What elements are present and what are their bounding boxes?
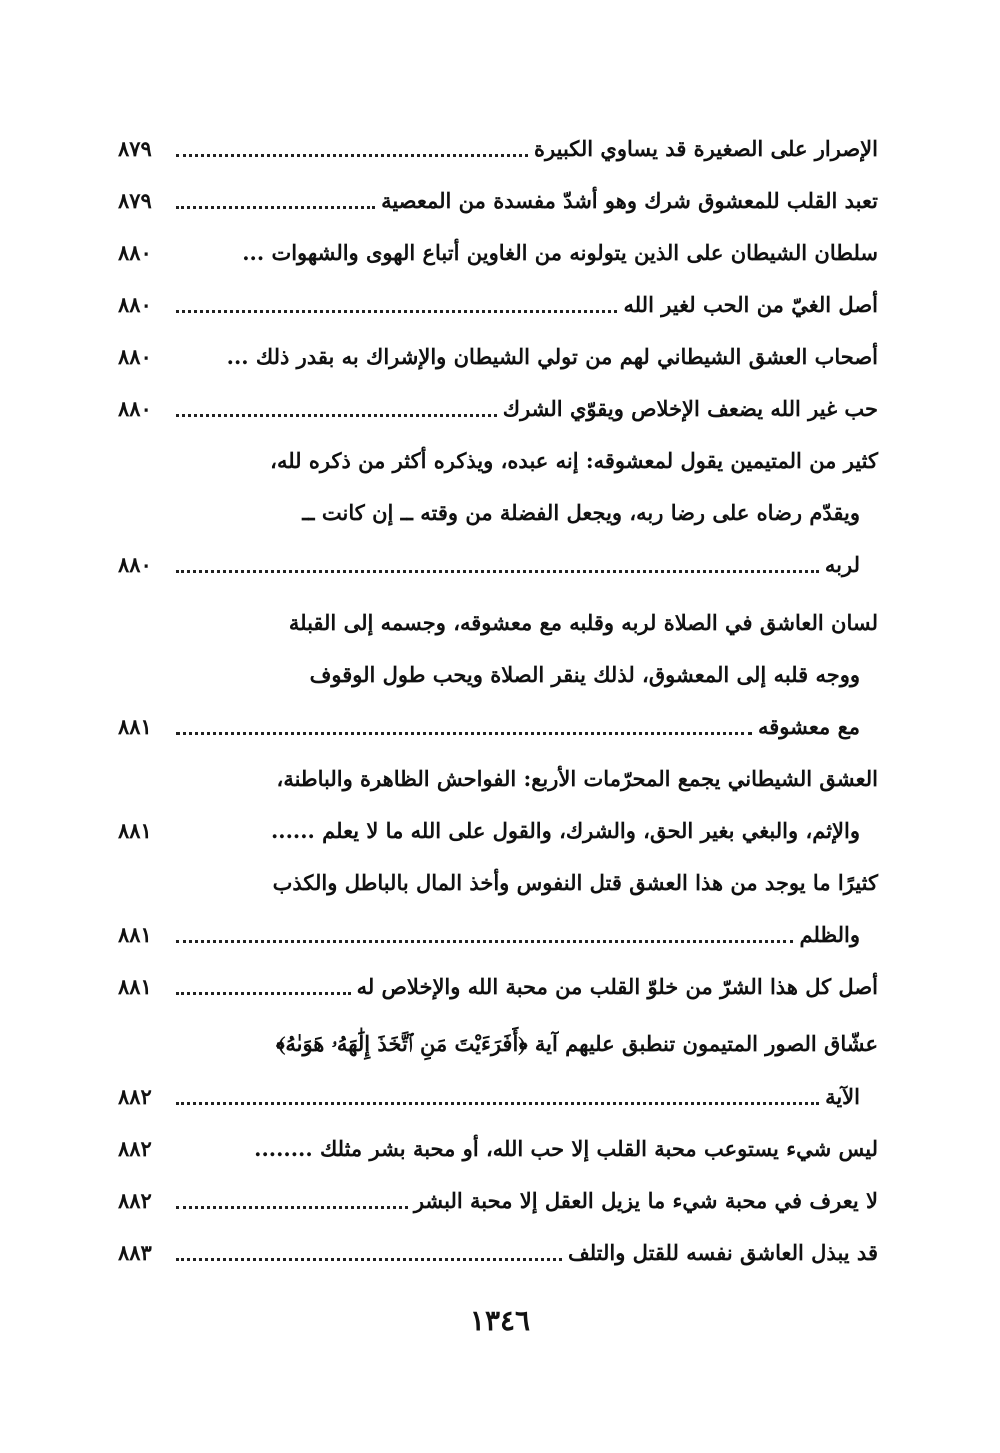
entry-text: أصل كل هذا الشرّ من خلوّ القلب من محبة الله والإخلاص له	[356, 973, 878, 999]
page-number: ٨٨٠	[118, 239, 152, 265]
page-number: ٨٨١	[118, 713, 152, 739]
page-number: ٨٨١	[118, 817, 152, 843]
entry-text: قد يبذل العاشق نفسه للقتل والتلف	[567, 1239, 878, 1265]
entry-line	[118, 122, 878, 174]
page-number: ٨٨٠	[118, 291, 152, 317]
index-page	[118, 122, 878, 1278]
entry-text: والإثم، والبغي بغير الحق، والشرك، والقول على الله ما لا يعلم ......	[270, 817, 860, 843]
page-number: ٨٨٠	[118, 343, 152, 369]
entry-line	[118, 1018, 878, 1070]
dot-leader	[176, 1184, 408, 1209]
dot-leader	[176, 1236, 562, 1261]
entry-text: لسان العاشق في الصلاة لربه وقلبه مع معشوقه، وجسمه إلى القبلة	[288, 609, 878, 635]
entry-text: الآية	[825, 1083, 860, 1109]
entry-line	[118, 278, 878, 330]
entry-text: ووجه قلبه إلى المعشوق، لذلك ينقر الصلاة ويحب طول الوقوف	[309, 661, 860, 687]
dot-leader	[176, 184, 375, 209]
entry-line	[118, 908, 878, 960]
dot-leader	[176, 236, 236, 261]
index-entry	[118, 856, 878, 960]
entry-text: تعبد القلب للمعشوق شرك وهو أشدّ مفسدة من المعصية	[381, 187, 878, 213]
entry-text: مع معشوقه	[758, 713, 860, 739]
entry-line	[118, 1226, 878, 1278]
page-number: ٨٨٢	[118, 1187, 152, 1213]
index-entry	[118, 278, 878, 330]
entry-line	[118, 700, 878, 752]
dot-leader	[176, 918, 793, 943]
page-number: ٨٧٩	[118, 187, 152, 213]
entry-line	[118, 174, 878, 226]
dot-leader	[176, 392, 497, 417]
entry-line	[118, 804, 878, 856]
entry-line	[118, 330, 878, 382]
entry-line	[118, 538, 878, 590]
entry-text: أصل الغيّ من الحب لغير الله	[623, 291, 878, 317]
page-number: ٨٨٠	[118, 551, 152, 577]
entry-line	[118, 1122, 878, 1174]
index-entry	[118, 1122, 878, 1174]
entry-line	[118, 226, 878, 278]
index-entry	[118, 596, 878, 752]
entry-line	[118, 596, 878, 648]
page-number: ٨٨٣	[118, 1239, 152, 1265]
entry-line	[118, 434, 878, 486]
entry-line	[118, 648, 878, 700]
entry-text: كثير من المتيمين يقول لمعشوقه: إنه عبده، ويذكره أكثر من ذكره لله،	[270, 447, 878, 473]
entry-line	[118, 856, 878, 908]
entry-line	[118, 486, 878, 538]
index-entry	[118, 1018, 878, 1122]
index-entry	[118, 226, 878, 278]
dot-leader	[176, 1132, 248, 1157]
page-number: ٨٨٢	[118, 1135, 152, 1161]
entry-text: سلطان الشيطان على الذين يتولونه من الغاوين أتباع الهوى والشهوات ...	[242, 239, 878, 265]
entry-text: أصحاب العشق الشيطاني لهم من تولي الشيطان والإشراك به بقدر ذلك ...	[226, 343, 878, 369]
dot-leader	[176, 340, 221, 365]
entry-text: والظلم	[799, 921, 860, 947]
page-number: ٨٨١	[118, 973, 152, 999]
dot-leader	[176, 970, 351, 995]
entry-line	[118, 960, 878, 1012]
entry-text: لربه	[824, 551, 860, 577]
dot-leader	[176, 1080, 819, 1105]
index-entry	[118, 382, 878, 434]
entry-line	[118, 1174, 878, 1226]
entry-text: لا يعرف في محبة شيء ما يزيل العقل إلا محبة البشر	[413, 1187, 878, 1213]
entry-text: الإصرار على الصغيرة قد يساوي الكبيرة	[534, 135, 878, 161]
page-folio-number: ١٣٤٦	[469, 1304, 531, 1337]
entry-text: ويقدّم رضاه على رضا ربه، ويجعل الفضلة من وقته ــ إن كانت ــ	[302, 499, 860, 525]
page-number: ٨٨١	[118, 921, 152, 947]
entry-line	[118, 752, 878, 804]
dot-leader	[176, 548, 819, 573]
index-entry	[118, 1226, 878, 1278]
page-number: ٨٨٠	[118, 395, 152, 421]
index-entry	[118, 122, 878, 174]
entry-text: حب غير الله يضعف الإخلاص ويقوّي الشرك	[502, 395, 878, 421]
index-entry	[118, 960, 878, 1012]
dot-leader	[176, 710, 752, 735]
entry-line	[118, 382, 878, 434]
index-entry	[118, 752, 878, 856]
entry-line	[118, 1070, 878, 1122]
entry-text: العشق الشيطاني يجمع المحرّمات الأربع: الفواحش الظاهرة والباطنة،	[276, 765, 878, 791]
dot-leader	[176, 288, 617, 313]
index-entry	[118, 330, 878, 382]
entry-text: ليس شيء يستوعب محبة القلب إلا حب الله، أو محبة بشر مثلك ........	[254, 1135, 878, 1161]
page-number: ٨٨٢	[118, 1083, 152, 1109]
entry-text: عشّاق الصور المتيمون تنطبق عليهم آية ﴿أَفَرَءَيْتَ مَنِ ٱتَّخَذَ إِلَٰهَهُۥ هَوَىٰهُ﴾	[276, 1031, 878, 1056]
index-entry	[118, 1174, 878, 1226]
dot-leader	[176, 132, 528, 157]
page-number: ٨٧٩	[118, 135, 152, 161]
dot-leader	[176, 814, 265, 839]
entry-text: كثيرًا ما يوجد من هذا العشق قتل النفوس وأخذ المال بالباطل والكذب	[272, 869, 878, 895]
index-entry	[118, 174, 878, 226]
index-entry	[118, 434, 878, 590]
